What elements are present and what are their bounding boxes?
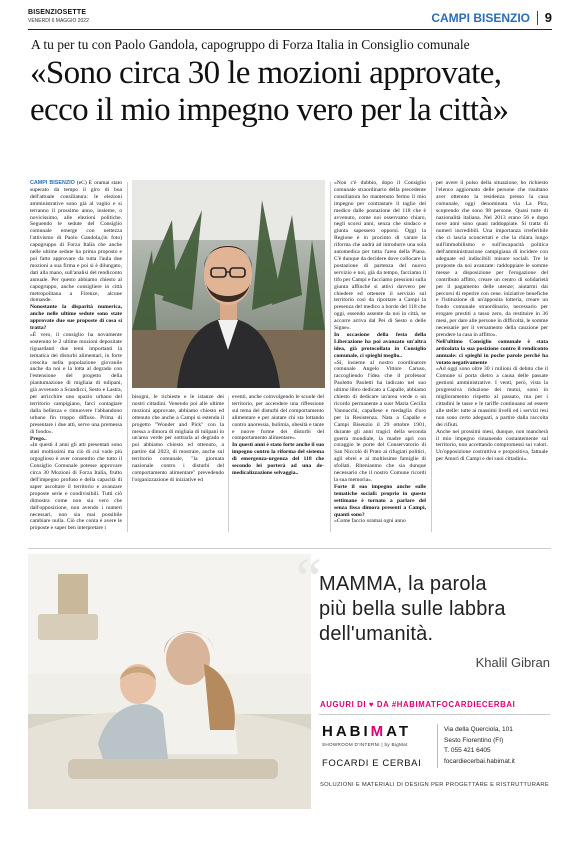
interview-question: In questi anni è stato forte anche il suo impegno contro la riforma del sistema di emergenza-urgenza del 118 che secondo lei porterà ad una de-medicalizzazione selvaggia.. <box>232 442 324 476</box>
company-contacts <box>444 725 515 767</box>
page-header <box>28 8 552 30</box>
column-rule <box>127 182 128 532</box>
interview-question: Forte il suo impegno anche sulle tematiche sociali: proprio in queste settimane è tornato a parlare del senza fissa dimora presenti a Campi, quanti sono? <box>334 483 426 518</box>
column-rule <box>228 396 229 532</box>
paragraph-text: (eC) È oramai stato superato da tempo il giro di boa dell'attuale consiliatura: le elezioni amministrative sono già al vaglio e si terranno il prossimo anno, insieme, o novicissimo, alle elezioni politiche. Seguendo le sedute del Consiglio comunale emerge con nettezza l'attivismo di Paolo Gandola,(in foto) capogruppo di Forza Italia che anche nelle ultime sedute ha prima proposto e poi fatto approvare da tutta l'aula due mozioni a sua firma e poi si è dilungato, dati alla mano, sull'analisi del rendiconto annuale. Per questo abbiamo chiesto al capogruppo, anche consigliere in città metropolitana a Firenze, alcune domande. <box>30 180 122 304</box>
paragraph: «È vero, il consiglio ha novamente sostenuto le 2 ultime mozioni depositate riguardanti due temi importanti la tematica dei disturbi alimentari, in forte crescita nella popolazione giovanile anche da noi e la lotta al degrado con l'estensione del progetto della piantumazione di migliaia di tulipani, già avvenuto a Scandicci, Sesto e Lastra, per arricchire uno spazio urbano del territorio campigiano, farci contagiare dalla bellezza e rimuovere l'abbandono urbano fin troppo diffuso. Prima di presentare i due atti, serve una premessa di fondo». <box>30 331 122 435</box>
paragraph: «Non c'è dubbio, dopo il Consiglio comunale straordinario della precedente consiliatura ho mantenuto fermo il mio impegno per contrastare il taglio del medico dalle postazione del 118 che è avvenuto, come noi osservamo chiaro, negli scorsi anni, senza che sindaco e giunta sapessero opporsi. Oggi la Regione è in procinto di varare la riforma che andrà ad introdurre una sola automedica per tutta l'area della Piana. C'è dunque da decidere dove collocare la postazione di partenza del nuovo servizio e noi, già da tempo, facciamo il tifo per Campi e facciamo pressioni sulla giunta affinché si attivi davvero per chiedere ed ottenere il servizio sul territorio così da riportare a Campi la presenza del medico a bordo del 118 che oggi, essendo assente da noi in città, se accorre arriva dal Pei di Sesto o delle Signe». <box>334 180 426 332</box>
quote-line: dell'umanità. <box>319 623 434 645</box>
article-column-4 <box>334 180 426 536</box>
company-name: FOCARDI E CERBAI <box>322 758 422 769</box>
headline-line: «Sono circa 30 le mozioni approvate, <box>30 55 502 91</box>
paragraph: Anche nei prossimi mesi, dunque, non mancherà il mio impegno rimanendo costantemente sul territorio, non accettando compromessi sui valori. Un'opposizione costruttiva e propositiva, fattuale per Amori di Campi e dei suoi cittadini». <box>436 428 548 463</box>
paragraph: bisogni, le richieste e le istanze dei nostri cittadini. Venendo poi alle ultime mozioni approvate, abbiamo chiesto ed ottenuto che anche a Campi si estenda il progetto "Wonder and Pick" con la messa a dimora di migliaia di tulipani in un'area verde per sottrarla al degrado e poi abbiamo chiesto ed ottenuto, a partire dal 2023, di mostrare, anche sul territorio comunale, "la giornata nazionale contro i disturbi del comportamento alimentare" prevedendo l'organizzazione di iniziative ed <box>132 394 224 483</box>
section-title: CAMPI BISENZIO <box>431 11 530 25</box>
paragraph: «In questi 4 anni gli atti presentati sono stati moltissimi ma ciò di cui vado più orgoglioso è aver consentito che tutto il Consiglio Comunale potesse approvare circa 30 Mozioni di Forza Italia, frutto dell'impegno profuso e della capacità di saper ascoltare il territorio e avanzare proposte serie e condivisibili. Tutti ciò dimostra come non sia vero che dall'opposizione, non avendo i numeri necessari, non sia mai possibile cambiare nulla. Ciò che conta è avere le proposte e saper ben interpretare i <box>30 442 122 532</box>
newspaper-brand: BISENZIOSETTE <box>28 9 87 16</box>
article-kicker: A tu per tu con Paolo Gandola, capogruppo di Forza Italia in Consiglio comunale <box>31 37 470 52</box>
ad-divider <box>319 714 550 715</box>
paragraph <box>30 180 122 304</box>
interview-question: Nell'ultimo Consiglio comunale è stata articolata la sua posizione contro il rendiconto annuale: ci spieghi in poche parole perché ha votato negativamente <box>436 338 548 366</box>
issue-date: VENERDÌ 6 MAGGIO 2022 <box>28 18 89 24</box>
article-column-1 <box>30 180 122 535</box>
paragraph: per avere il polso della situazione, ho richiesto l'elenco aggiornato delle persone che risultano aver ottenuto la residenza presso la casa comunale, oggi denominata via La Pira, scoprendo che sono 98 persone. Quasi tutte di nazionalità italiana. Nel 2013 erano 56 e dopo nove anni sono quasi raddoppiate. Si tratta di numeri incredibili. Una importanza irreferibile che ci lascia sconcertati e che la chiara lungo sull'immobilismo e sull'incapacità politica dell'amministrazione campigiana di incidere con adeguate ed indiscibili misure sociali. Tre le proposte da noi avanzate: raddoppiare le somme messe a disposizione per l'erogazione del contributo affitto, creare un centro di solidarietà per il pagamento delle utenze; aiutarmi dai percorsi di reperire con cene. iniziative benefiche e l'istituzione di un'apposita lotteria, creare un fondo comunale straordinario, necessario per erogare prestiti a tasso zero, da restituire in 36 mesi, per dare alle persone in difficoltà, le somme necessarie per il versamento della cauzione per prendere la casa in affitto». <box>436 180 548 338</box>
address-city: Sesto Fiorentino (FI) <box>444 736 504 744</box>
paragraph: «Ad oggi sono oltre 30 i milioni di debito che il Comune si porta dietro a causa delle passate gestioni amministrative. I venti, però, vista la progressiva riduzione dei mutui, sono in miglioramento rispetto al passato, ma per i cittadini le tasse e le tariffe continuano ad essere alle stelle: tutte ai massimi livelli ed i servizi resi non sono certo adeguati, a partire dalla raccolta dei rifiuti. <box>436 366 548 428</box>
greeting-hashtag: DA #HABIMATFOCARDIECERBAI <box>376 700 516 709</box>
quote-mark-icon: “ <box>296 546 322 611</box>
quote-line: più bella sulle labbra <box>319 598 506 620</box>
interview-question: In occasione della festa della Liberazione ha poi avanzato un'altra idea, già protocollata in Consiglio comunale, ci spieghi meglio.. <box>334 331 426 359</box>
portrait-photo <box>132 180 325 388</box>
article-headline <box>30 55 550 129</box>
quote-author: Khalil Gibran <box>475 655 550 670</box>
column-rule <box>330 182 331 532</box>
header-divider <box>537 11 538 25</box>
article-column-3 <box>232 394 324 534</box>
greeting-pre: AUGURI DI <box>320 700 367 709</box>
heart-icon: ♥ <box>368 700 375 709</box>
showroom-caption: SHOWROOM D'INTERNI | by BigMat <box>322 742 408 747</box>
paragraph: «Come faccio oramai ogni anno <box>334 518 406 525</box>
ad-vertical-divider <box>437 724 438 768</box>
website: focardiecerbai.habimat.it <box>444 757 515 765</box>
address-line: Via della Querciola, 101 <box>444 726 513 733</box>
article-column-2 <box>132 394 224 534</box>
paragraph: eventi, anche coinvolgendo le scuole del territorio, per accendere una riflessione sul tema dei disturbi del comportamento alimentare e per aiutare chi sta lottando contro anoressia, bulimia, obesità e tante e nuove forme dei disturbi del comportamento alimentare». <box>232 394 324 442</box>
paragraph: «Sì, insieme al nostro coordinatore comunale Angelo Vittore Caruso, raccogliendo l'idea che il professor Paoletto Paoletti ha indicato nel suo ultimo libro dedicato a Capalle, abbiamo chiesto di dedicare un'area verde o un ricordo permanente a suor Maria Cecilia Vannucchi, capallese e medaglia d'oro per la Resistenza. Nata a Capalle e Campi Bisenzio il 29 ottobre 1901, durante gli anni tragici della seconda guerra mondiale, la madre aprì con coraggio le porte del Conservatorio di San Niccolò di Prato ai rifugiati politici, agli ebrei e ai moltissime famiglie di sfollati. Ritenianmo che sia dunque necessario che il nostro Comune ricordi la sua memoria». <box>334 359 426 483</box>
interview-question: Nonostante la disparità numerica, anche nelle ultime sedute sono state approvate due sue proposte di cosa si tratta? <box>30 304 122 332</box>
portrait-illustration <box>132 180 325 388</box>
ad-illustration <box>28 554 311 809</box>
ad-quote <box>319 572 549 647</box>
ad-greeting <box>320 700 515 709</box>
article-column-5 <box>436 180 548 536</box>
ad-tagline: SOLUZIONI E MATERIALI DI DESIGN PER PROGETTARE E RISTRUTTURARE <box>320 782 550 788</box>
interview-question: Prego.. <box>30 435 47 442</box>
page-number: 9 <box>544 10 552 25</box>
headline-line: ecco il mio impegno vero per la città» <box>30 92 509 128</box>
ad-photo-mother-child <box>28 554 311 809</box>
dateline-location: CAMPI BISENZIO <box>30 180 75 186</box>
habimat-logo: HABIMAT <box>322 723 412 740</box>
column-rule <box>431 182 432 532</box>
phone-number: T. 055 421 6405 <box>444 747 491 754</box>
quote-line: MAMMA, la parola <box>319 573 487 595</box>
